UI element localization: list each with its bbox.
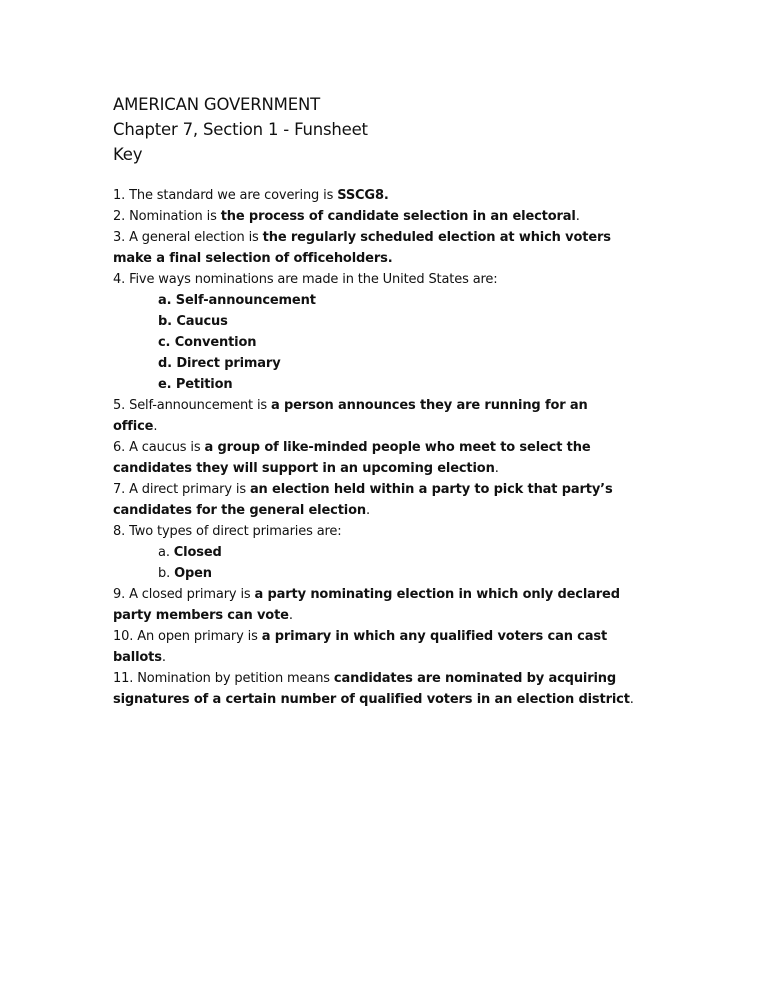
question-text: 2. Nomination is [113, 209, 221, 224]
answer-text: d. Direct primary [158, 356, 281, 371]
item-1 [113, 185, 653, 206]
answer-text: SSCG8. [337, 188, 389, 203]
answer-text: an election held within a party to pick that party’s [249, 482, 613, 497]
answer-period: . [153, 419, 158, 434]
worksheet [113, 92, 653, 710]
item-10 [113, 626, 653, 647]
answer-text-continued: make a final selection of officeholders. [113, 251, 393, 266]
answer-period: . [575, 209, 580, 224]
header-spacer [113, 167, 653, 185]
answer-text-continued: party members can vote [113, 608, 289, 623]
answer-text: a group of like-minded people who meet to select the [204, 440, 591, 455]
answer-text-continued: candidates for the general election [113, 503, 366, 518]
answer-text: a. Self-announcement [158, 293, 316, 308]
item-11-continued [113, 689, 653, 710]
answer-text: a party nominating election in which only declared [254, 587, 620, 602]
answer-text: e. Petition [158, 377, 233, 392]
answer-text: b. Caucus [158, 314, 228, 329]
question-text: 4. Five ways nominations are made in the United States are: [113, 272, 498, 287]
item-5 [113, 395, 653, 416]
question-text: 1. The standard we are covering is [113, 188, 338, 203]
question-text: 7. A direct primary is [113, 482, 250, 497]
answer-text-continued: signatures of a certain number of qualified voters in an election district [113, 692, 630, 707]
answer-text-continued: office [113, 419, 154, 434]
sub-item-a [113, 542, 653, 563]
sub-item-b [113, 563, 653, 584]
item-11 [113, 668, 653, 689]
sub-item-d [113, 353, 653, 374]
answer-text: the regularly scheduled election at which voters [262, 230, 611, 245]
item-7-continued [113, 500, 653, 521]
document-subtitle: Chapter 7, Section 1 - Funsheet [113, 120, 368, 139]
sub-item-prefix: b. [158, 566, 175, 581]
item-2 [113, 206, 653, 227]
key-label: Key [113, 145, 143, 164]
answer-text: Open [174, 566, 212, 581]
answer-text-continued: ballots [113, 650, 162, 665]
document-title: AMERICAN GOVERNMENT [113, 95, 320, 114]
item-5-continued [113, 416, 653, 437]
question-text: 11. Nomination by petition means [113, 671, 334, 686]
answer-period: . [365, 503, 370, 518]
answer-text: candidates are nominated by acquiring [333, 671, 617, 686]
answer-period: . [494, 461, 499, 476]
answer-text: a primary in which any qualified voters can cast [261, 629, 608, 644]
item-3 [113, 227, 653, 248]
question-text: 6. A caucus is [113, 440, 205, 455]
sub-item-e [113, 374, 653, 395]
sub-item-c [113, 332, 653, 353]
item-9 [113, 584, 653, 605]
item-3-continued [113, 248, 653, 269]
answer-text: a person announces they are running for an [271, 398, 588, 413]
question-text: 5. Self-announcement is [113, 398, 272, 413]
question-text: 10. An open primary is [113, 629, 262, 644]
item-9-continued [113, 605, 653, 626]
answer-text: the process of candidate selection in an electoral [220, 209, 576, 224]
item-4 [113, 269, 653, 290]
item-6-continued [113, 458, 653, 479]
sub-item-a [113, 290, 653, 311]
answer-text: c. Convention [158, 335, 257, 350]
item-10-continued [113, 647, 653, 668]
item-7 [113, 479, 653, 500]
answer-period: . [629, 692, 634, 707]
sub-item-prefix: a. [158, 545, 174, 560]
item-8 [113, 521, 653, 542]
sub-item-b [113, 311, 653, 332]
answer-period: . [161, 650, 166, 665]
question-text: 9. A closed primary is [113, 587, 255, 602]
answer-text: Closed [173, 545, 222, 560]
answer-period: . [288, 608, 293, 623]
item-6 [113, 437, 653, 458]
question-text: 3. A general election is [113, 230, 263, 245]
answer-text-continued: candidates they will support in an upcoming election [113, 461, 495, 476]
question-text: 8. Two types of direct primaries are: [113, 524, 342, 539]
